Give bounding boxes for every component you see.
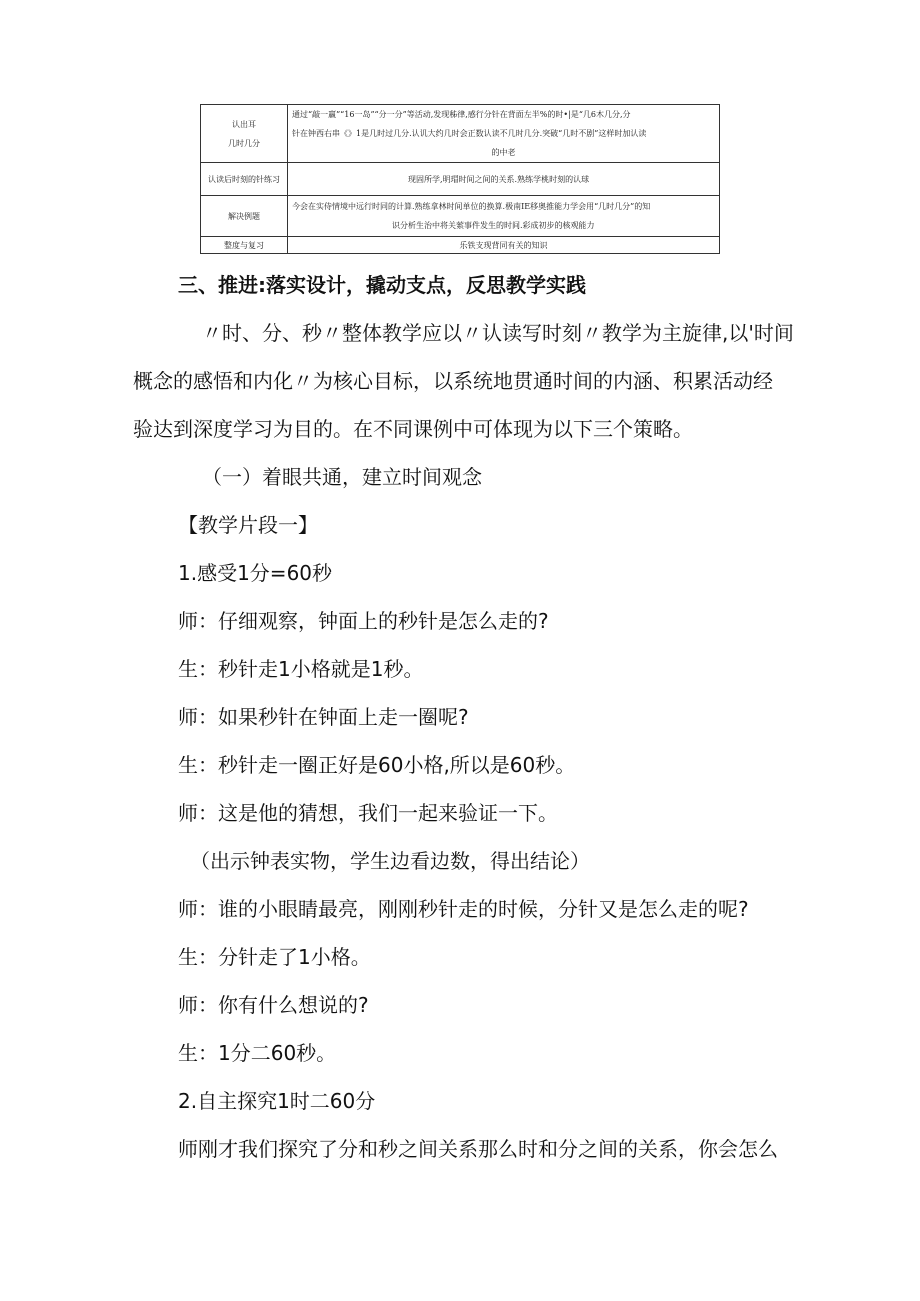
section-heading: 三、推进:落实设计，撬动支点，反思教学实践 — [178, 273, 586, 297]
paragraph-line: 概念的感悟和内化〃为核心目标，以系统地贯通时间的内涵、积累活动经 — [133, 369, 773, 393]
table-row — [201, 237, 720, 254]
content-line: 通过“敲一羸”“16一岛”“分一分”等活动,发现秭律,感行分针在背面左半%的时•|是“几6木几分,分 — [292, 110, 631, 119]
paragraph-line: 〃时、分、秒〃整体教学应以〃认读写时刻〃教学为主旋律,以'时间 — [202, 321, 794, 345]
label-line: 解决例题 — [228, 211, 260, 221]
dialogue-line: 师：仔细观察，钟面上的秒针是怎么走的? — [178, 609, 549, 633]
label-line: 认读后时刻的针练习 — [208, 174, 280, 184]
item-title: 2.自主探究1时二60分 — [178, 1089, 376, 1113]
dialogue-line: 生：分针走了1小格。 — [178, 945, 371, 969]
dialogue-line: 师：这是他的猜想，我们一起来验证一下。 — [178, 801, 558, 825]
table-cell-content — [288, 105, 720, 163]
table-cell-content — [288, 196, 720, 237]
sub-heading: （一）着眼共通，建立时间观念 — [202, 465, 482, 489]
fragment-label: 【教学片段一】 — [178, 513, 318, 537]
dialogue-line: 师：你有什么想说的? — [178, 993, 369, 1017]
content-line: 乐铁支现背同有关的知识 — [459, 240, 548, 250]
table-cell-label — [201, 105, 288, 163]
table-cell-label — [201, 163, 288, 196]
content-line: 现固所学,明瑁时间之间的关系.熟练学桃时刻的认球 — [408, 174, 590, 184]
table-cell-content — [288, 237, 720, 254]
table-cell-label — [201, 237, 288, 254]
label-line: 认出耳 — [232, 119, 256, 129]
paragraph-line: 师刚才我们探究了分和秒之间关系那么时和分之间的关系，你会怎么 — [178, 1137, 778, 1161]
label-line: 整度与复习 — [224, 240, 264, 250]
table-row — [201, 196, 720, 237]
dialogue-line: 师：谁的小眼睛最亮，刚刚秒针走的时候，分针又是怎么走的呢? — [178, 897, 749, 921]
dialogue-line: 生：1分二60秒。 — [178, 1041, 337, 1065]
table-row — [201, 105, 720, 163]
dialogue-line: 师：如果秒针在钟面上走一圈呢? — [178, 705, 469, 729]
content-line: 的中老 — [491, 148, 516, 157]
paragraph-line: 验达到深度学习为目的。在不同课例中可体现为以下三个策略。 — [133, 417, 693, 441]
content-line: 识分析生治中将关萦事件发生的时间.彩成初步的核观能力 — [392, 221, 595, 230]
stage-note: （出示钟表实物，学生边看边数，得出结论） — [190, 849, 590, 873]
table-row — [201, 163, 720, 196]
label-line: 几时几分 — [228, 138, 260, 148]
table-cell-label — [201, 196, 288, 237]
lesson-plan-table — [200, 104, 720, 254]
dialogue-line: 生：秒针走1小格就是1秒。 — [178, 657, 424, 681]
item-title: 1.感受1分=60秒 — [178, 561, 333, 585]
dialogue-line: 生：秒针走一圈正好是60小格,所以是60秒。 — [178, 753, 576, 777]
table-cell-content — [288, 163, 720, 196]
content-line: 针在钟西右串《》1是几时过几分.认讥大约几时会正数认读不几时几分.突破“几时不剧”这样时加认读 — [292, 129, 647, 138]
content-line: 今会在实侍情境中远行时同的计算.熟练拿林时间单位的换算.极南IE移奥推能力学会用“几时几分”的知 — [292, 202, 651, 211]
